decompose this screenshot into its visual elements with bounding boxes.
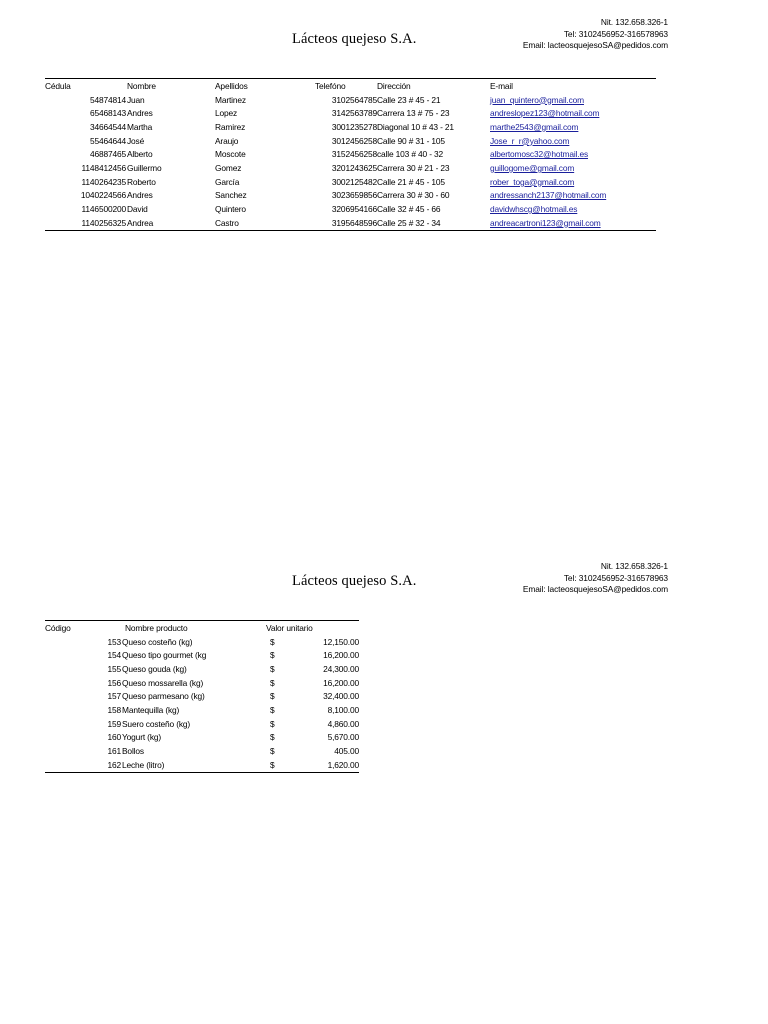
product-currency: $ [270, 663, 275, 674]
header-telefono: Telefóno [315, 80, 346, 91]
product-name: Queso mossarella (kg) [122, 677, 204, 688]
product-price: 405.00 [334, 746, 359, 757]
client-apellido: Ramirez [215, 121, 246, 132]
client-direccion: Calle 23 # 45 - 21 [377, 94, 441, 105]
product-row [45, 744, 359, 758]
client-email-link[interactable]: juan_quintero@gmail.com [490, 94, 584, 105]
client-email-link[interactable]: davidwhscg@hotmail.es [490, 204, 578, 215]
product-row [45, 758, 359, 772]
products-header-row [45, 621, 359, 635]
client-email-cell [490, 120, 656, 134]
client-telefono: 3142563789 [331, 108, 377, 119]
product-name: Leche (litro) [122, 759, 165, 770]
product-code: 159 [107, 718, 121, 729]
clients-header-row [45, 79, 656, 93]
client-telefono: 3002125482 [331, 176, 377, 187]
client-row [45, 189, 656, 203]
product-code: 154 [107, 650, 121, 661]
header-nombre: Nombre [127, 80, 156, 91]
client-nombre: Alberto [127, 149, 153, 160]
client-apellido: Moscote [215, 149, 246, 160]
company-contact [523, 17, 668, 52]
product-row [45, 676, 359, 690]
product-code: 153 [107, 636, 121, 647]
client-row [45, 216, 656, 230]
client-row [45, 134, 656, 148]
client-email-link[interactable]: andreslopez123@hotmail.com [490, 108, 600, 119]
client-row [45, 93, 656, 107]
client-email-link[interactable]: guillogome@gmail.com [490, 162, 575, 173]
product-row [45, 703, 359, 717]
product-price: 1,620.00 [327, 759, 359, 770]
product-code: 161 [107, 746, 121, 757]
client-row [45, 175, 656, 189]
client-apellido: García [215, 176, 240, 187]
client-email-link[interactable]: andressanch2137@hotmail.com [490, 190, 607, 201]
header-nombre-producto: Nombre producto [125, 622, 188, 633]
product-row [45, 662, 359, 676]
product-code: 157 [107, 691, 121, 702]
client-cedula: 1146500200 [81, 204, 126, 215]
product-price: 5,670.00 [327, 732, 359, 743]
client-nombre: Andrea [127, 217, 154, 228]
product-price: 24,300.00 [323, 663, 359, 674]
product-price: 16,200.00 [323, 677, 359, 688]
header-direccion: Dirección [377, 80, 411, 91]
header-codigo: Código [45, 622, 71, 633]
client-telefono: 3152456258 [331, 149, 377, 160]
client-email-link[interactable]: marthe2543@gmail.com [490, 121, 579, 132]
client-email-cell [490, 189, 656, 203]
client-email-link[interactable]: rober_toga@gmail.com [490, 176, 575, 187]
product-row [45, 635, 359, 649]
clients-table [45, 78, 656, 231]
client-email-cell [490, 93, 656, 107]
client-nombre: José [127, 135, 145, 146]
product-name: Queso parmesano (kg) [122, 691, 205, 702]
client-nombre: David [127, 204, 148, 215]
client-row [45, 147, 656, 161]
product-row [45, 689, 359, 703]
client-cedula: 54874814 [89, 94, 126, 105]
client-email-link[interactable]: andreacartroni123@gmail.com [490, 217, 601, 228]
product-row [45, 731, 359, 745]
client-direccion: Carrera 30 # 30 - 60 [377, 190, 450, 201]
client-telefono: 3012456258 [331, 135, 377, 146]
client-direccion: Calle 90 # 31 - 105 [377, 135, 445, 146]
client-email-link[interactable]: albertomosc32@hotmail.es [490, 149, 589, 160]
company-email: Email: lacteosquejesoSA@pedidos.com [522, 40, 668, 50]
client-telefono: 3001235278 [331, 121, 377, 132]
product-currency: $ [270, 746, 275, 757]
client-apellido: Sanchez [215, 190, 247, 201]
product-price: 12,150.00 [323, 636, 359, 647]
company-contact-2 [523, 561, 668, 596]
company-email-2: Email: lacteosquejesoSA@pedidos.com [522, 584, 668, 594]
client-apellido: Lopez [215, 108, 238, 119]
product-code: 162 [107, 759, 121, 770]
client-nombre: Andres [127, 190, 153, 201]
client-cedula: 34664544 [89, 121, 126, 132]
product-name: Queso costeño (kg) [122, 636, 193, 647]
client-cedula: 1140264235 [81, 176, 126, 187]
client-cedula: 1148412456 [81, 162, 126, 173]
product-code: 156 [107, 677, 121, 688]
client-email-cell [490, 106, 656, 120]
client-cedula: 65468143 [89, 108, 126, 119]
product-currency: $ [270, 759, 275, 770]
client-email-cell [490, 216, 656, 230]
client-direccion: Carrera 30 # 21 - 23 [377, 162, 450, 173]
product-price: 4,860.00 [327, 718, 359, 729]
client-apellido: Quintero [215, 204, 246, 215]
product-currency: $ [270, 650, 275, 661]
products-sheet [0, 540, 768, 800]
client-telefono: 3102564785 [331, 94, 377, 105]
client-apellido: Araujo [215, 135, 239, 146]
header-email: E-mail [490, 80, 513, 91]
product-name: Suero costeño (kg) [122, 718, 191, 729]
product-row [45, 648, 359, 662]
product-name: Yogurt (kg) [122, 732, 162, 743]
client-row [45, 202, 656, 216]
client-email-cell [490, 175, 656, 189]
client-cedula: 1040224566 [80, 190, 126, 201]
header-valor-unitario: Valor unitario [266, 622, 313, 633]
client-cedula: 46887465 [89, 149, 126, 160]
client-apellido: Martinez [215, 94, 246, 105]
client-row [45, 120, 656, 134]
company-title: Lácteos quejeso S.A. [292, 31, 417, 47]
product-price: 32,400.00 [323, 691, 359, 702]
products-table [45, 620, 359, 773]
client-direccion: Calle 25 # 32 - 34 [377, 217, 441, 228]
client-email-cell [490, 147, 656, 161]
product-row [45, 717, 359, 731]
client-email-cell [490, 202, 656, 216]
company-title-2: Lácteos quejeso S.A. [292, 573, 417, 589]
client-row [45, 106, 656, 120]
company-tel: Tel: 3102456952-316578963 [563, 28, 668, 39]
product-currency: $ [270, 718, 275, 729]
client-telefono: 3206954166 [331, 204, 377, 215]
header-apellidos: Apellidos [215, 80, 248, 91]
product-name: Bollos [122, 746, 144, 757]
client-email-cell [490, 134, 656, 148]
client-telefono: 3195648596 [331, 217, 377, 228]
client-cedula: 55464644 [89, 135, 126, 146]
product-currency: $ [270, 677, 275, 688]
client-nombre: Andres [127, 108, 153, 119]
product-currency: $ [270, 691, 275, 702]
product-code: 155 [107, 663, 121, 674]
client-email-link[interactable]: Jose_r_r@yahoo.com [490, 135, 570, 146]
client-nombre: Juan [127, 94, 145, 105]
client-row [45, 161, 656, 175]
clients-sheet [0, 0, 768, 260]
client-apellido: Castro [215, 217, 239, 228]
product-currency: $ [270, 636, 275, 647]
client-direccion: calle 103 # 40 - 32 [377, 149, 444, 160]
product-code: 158 [107, 704, 121, 715]
client-cedula: 1140256325 [81, 217, 126, 228]
client-telefono: 3023659856 [331, 190, 377, 201]
product-code: 160 [107, 732, 121, 743]
product-currency: $ [270, 732, 275, 743]
product-name: Queso gouda (kg) [122, 663, 187, 674]
client-apellido: Gomez [215, 162, 242, 173]
company-nit-2: Nit. 132.658.326-1 [600, 561, 668, 571]
client-direccion: Calle 32 # 45 - 66 [377, 204, 441, 215]
client-email-cell [490, 161, 656, 175]
client-direccion: Calle 21 # 45 - 105 [377, 176, 445, 187]
client-direccion: Diagonal 10 # 43 - 21 [377, 121, 454, 132]
company-tel-2: Tel: 3102456952-316578963 [563, 572, 668, 583]
product-name: Mantequilla (kg) [122, 704, 180, 715]
client-nombre: Roberto [127, 176, 156, 187]
product-price: 16,200.00 [323, 650, 359, 661]
company-nit: Nit. 132.658.326-1 [600, 17, 668, 27]
product-name: Queso tipo gourmet (kg [122, 650, 207, 661]
client-telefono: 3201243625 [331, 162, 377, 173]
client-nombre: Martha [127, 121, 153, 132]
header-cedula: Cédula [45, 80, 71, 91]
client-direccion: Carrera 13 # 75 - 23 [377, 108, 450, 119]
product-price: 8,100.00 [327, 704, 359, 715]
product-currency: $ [270, 704, 275, 715]
client-nombre: Guillermo [127, 162, 162, 173]
